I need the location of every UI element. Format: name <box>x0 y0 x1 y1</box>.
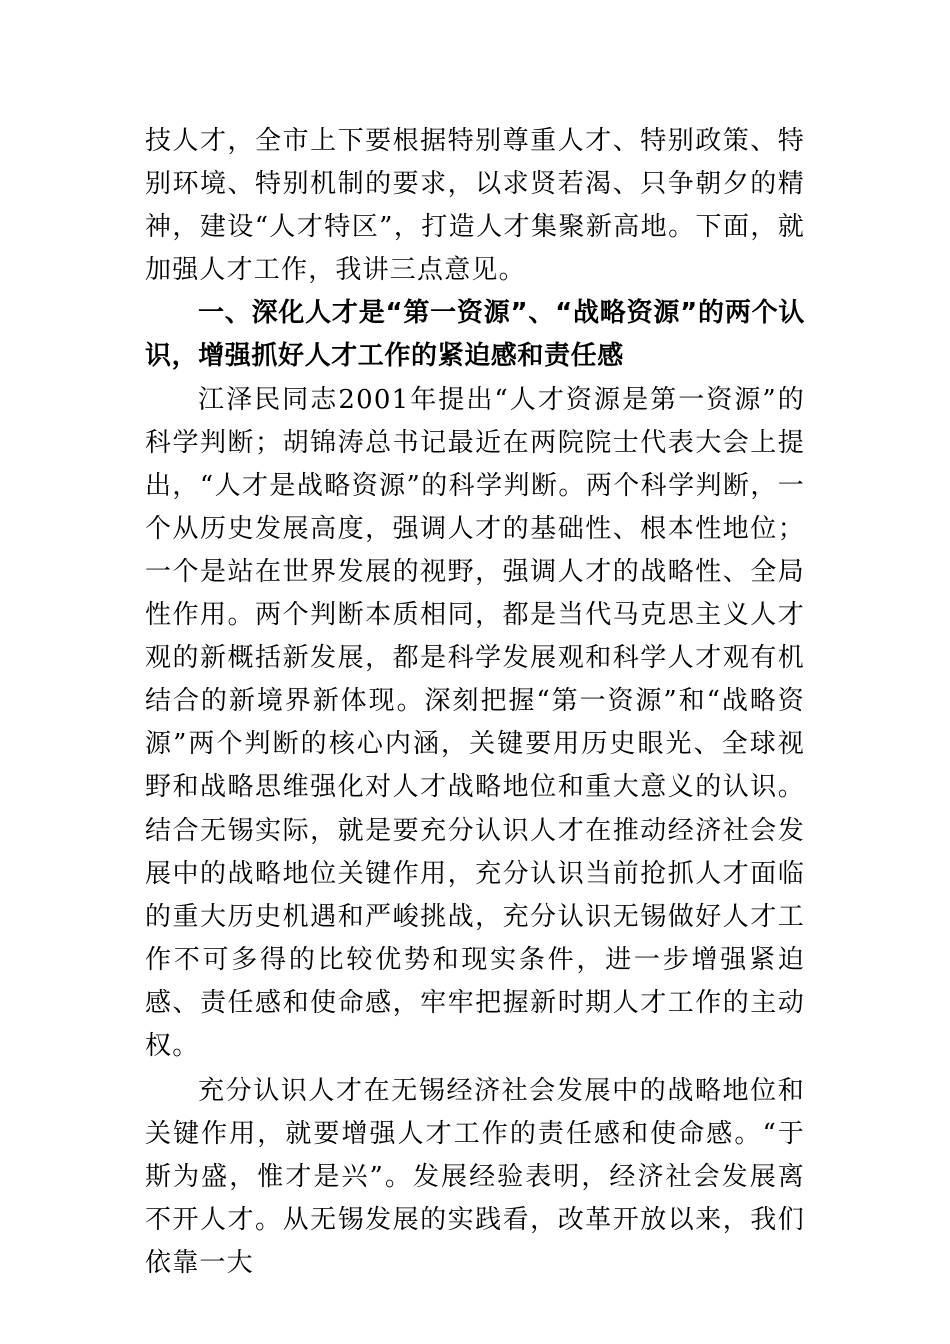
document-page <box>145 120 805 1286</box>
section-heading-one: 一、深化人才是“第一资源”、“战略资源”的两个认识，增强抓好人才工作的紧迫感和责任感 <box>145 298 805 372</box>
paragraph-body-first-resource: 江泽民同志2001年提出“人才资源是第一资源”的科学判断；胡锦涛总书记最近在两院院士代表大会上提出，“人才是战略资源”的科学判断。两个科学判断，一个从历史发展高度，强调人才的基础性、根本性地位；一个是站在世界发展的视野，强调人才的战略性、全局性作用。两个判断本质相同，都是当代马克思主义人才观的新概括新发展，都是科学发展观和科学人才观有机结合的新境界新体现。深刻把握“第一资源”和“战略资源”两个判断的核心内涵，关键要用历史眼光、全球视野和战略思维强化对人才战略地位和重大意义的认识。结合无锡实际，就是要充分认识人才在推动经济社会发展中的战略地位关键作用，充分认识当前抢抓人才面临的重大历史机遇和严峻挑战，充分认识无锡做好人才工作不可多得的比较优势和现实条件，进一步增强紧迫感、责任感和使命感，牢牢把握新时期人才工作的主动权。 <box>145 384 805 1061</box>
paragraph-body-strategic-role: 充分认识人才在无锡经济社会发展中的战略地位和关键作用，就要增强人才工作的责任感和使命感。“于斯为盛，惟才是兴”。发展经验表明，经济社会发展离不开人才。从无锡发展的实践看，改革开放以来，我们依靠一大 <box>145 1076 805 1279</box>
paragraph-intro: 技人才，全市上下要根据特别尊重人才、特别政策、特别环境、特别机制的要求，以求贤若渴、只争朝夕的精神，建设“人才特区”，打造人才集聚新高地。下面，就加强人才工作，我讲三点意见。 <box>145 126 805 286</box>
